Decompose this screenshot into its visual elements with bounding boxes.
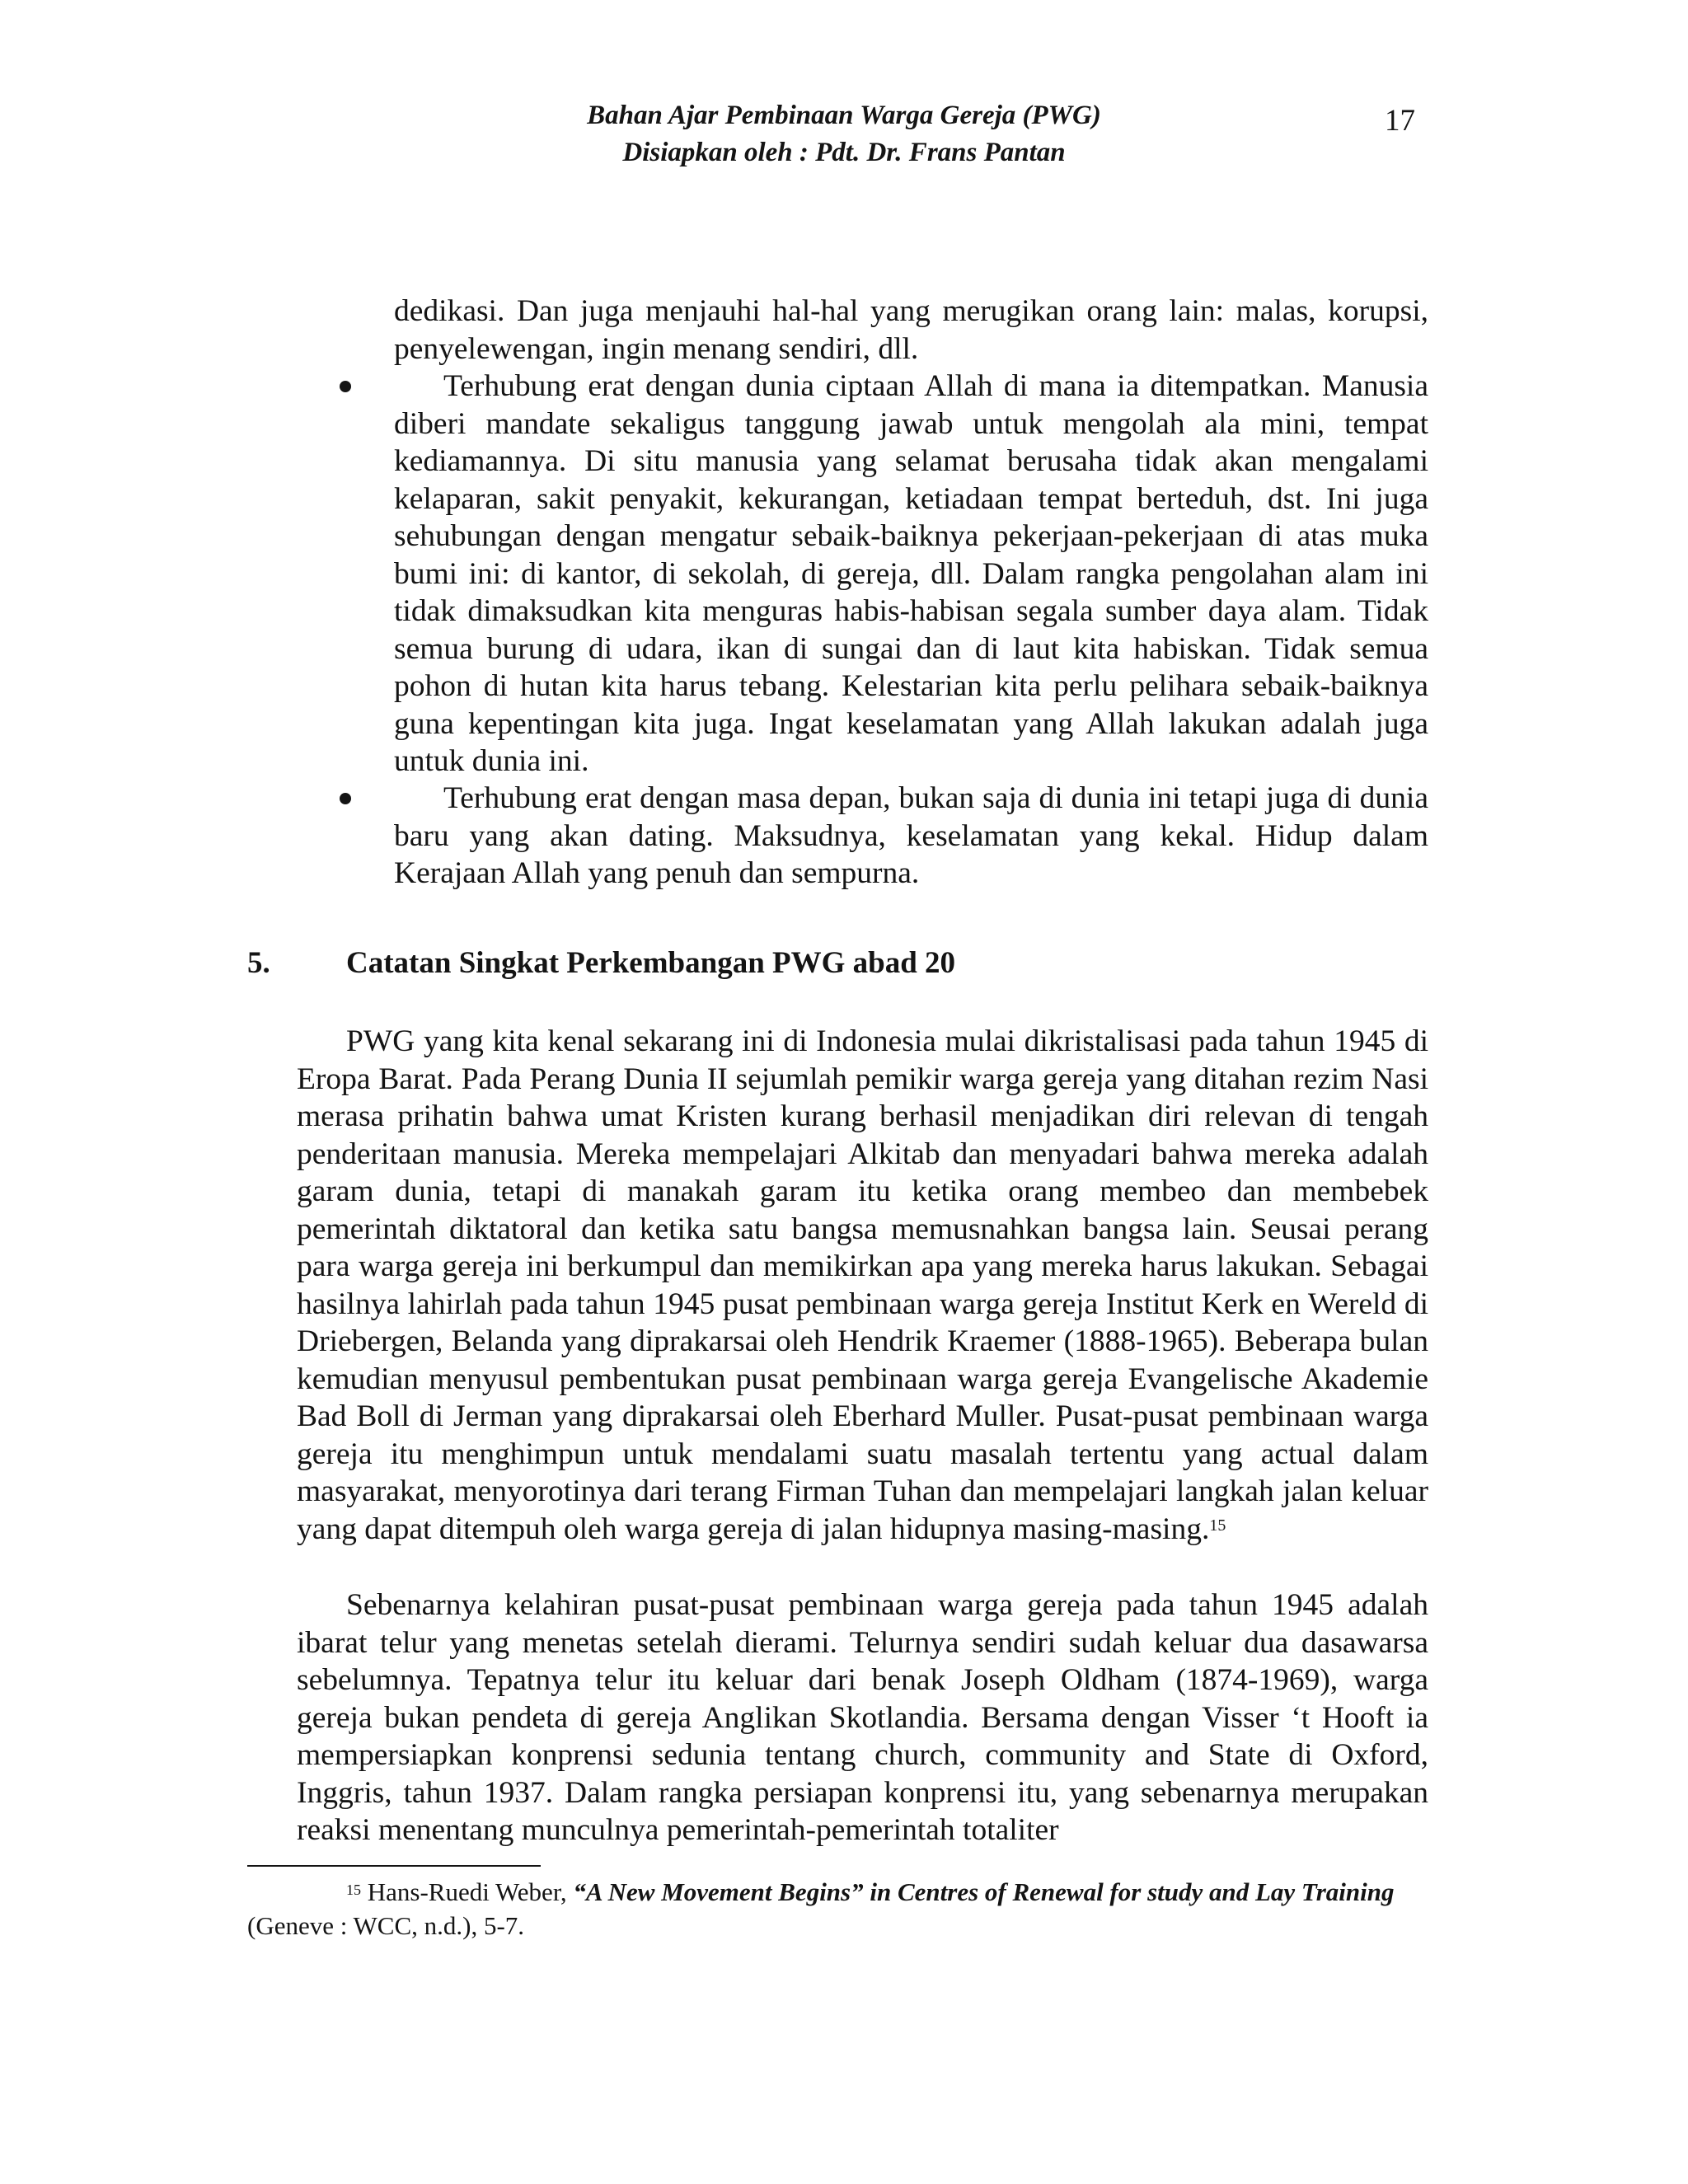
bullet-icon (340, 793, 351, 804)
header-author: Disiapkan oleh : Pdt. Dr. Frans Pantan (622, 138, 1066, 167)
footnote-number: 15 (346, 1882, 361, 1898)
footnote (247, 1875, 1428, 1943)
footnote-publication: (Geneve : WCC, n.d.), 5-7. (247, 1911, 525, 1940)
body-paragraph (297, 1023, 1428, 1548)
continued-paragraph: dedikasi. Dan juga menjauhi hal-hal yang merugikan orang lain: malas, korupsi, penyelewengan, ingin menang sendiri, dll. (394, 294, 1428, 366)
bullet-text: Terhubung erat dengan masa depan, bukan saja di dunia ini tetapi juga di dunia baru yang akan dating. Maksudnya, keselamatan yang kekal. Hidup dalam Kerajaan Allah yang penuh dan sempurna. (394, 781, 1428, 890)
bullet-item (394, 368, 1428, 780)
section-title: Catatan Singkat Perkembangan PWG abad 20 (346, 946, 956, 980)
section-number: 5. (247, 946, 270, 980)
running-header (0, 97, 1688, 171)
footnote-title: “A New Movement Begins” in Centres of Renewal for study and Lay Training (573, 1877, 1395, 1906)
footnote-author: Hans-Ruedi Weber, (367, 1877, 567, 1906)
paragraph-text: PWG yang kita kenal sekarang ini di Indonesia mulai dikristalisasi pada tahun 1945 di Eropa Barat. Pada Perang Dunia II sejumlah pemikir warga gereja yang ditahan rezim Nasi merasa prihatin bahwa umat Kristen kurang berhasil menjadikan diri relevan di tengah penderitaan manusia. Mereka mempelajari Alkitab dan menyadari bahwa mereka adalah garam dunia, tetapi di manakah garam itu ketika orang membeo dan membebek pemerintah diktatoral dan ketika satu bangsa memusnahkan bangsa lain. Seusai perang para warga gereja ini berkumpul dan memikirkan apa yang mereka harus lakukan. Sebagai hasilnya lahirlah pada tahun 1945 pusat pembinaan warga gereja Institut Kerk en Wereld di Driebergen, Belanda yang diprakarsai oleh Hendrik Kraemer (1888-1965). Beberapa bulan kemudian menyusul pembentukan pusat pembinaan warga gereja Evangelische Akademie Bad Boll di Jerman yang diprakarsai oleh Eberhard Muller. Pusat-pusat pembinaan warga gereja itu menghimpun untuk mendalami suatu masalah tertentu yang actual dalam masyarakat, menyorotinya dari terang Firman Tuhan dan mempelajari langkah jalan keluar yang dapat ditempuh oleh warga gereja di jalan hidupnya masing-masing. (297, 1024, 1428, 1546)
body-paragraph (297, 1586, 1428, 1849)
header-title: Bahan Ajar Pembinaan Warga Gereja (PWG) (587, 101, 1101, 130)
footnote-reference[interactable]: 15 (1209, 1516, 1226, 1535)
paragraph-text: Sebenarnya kelahiran pusat-pusat pembinaan warga gereja pada tahun 1945 adalah ibarat telur yang menetas setelah dierami. Telurnya sendiri sudah keluar dua dasawarsa sebelumnya. Tepatnya telur itu keluar dari benak Joseph Oldham (1874-1969), warga gereja bukan pendeta di gereja Anglikan Skotlandia. Bersama dengan Visser ‘t Hooft ia mempersiapkan konprensi sedunia tentang church, community and State di Oxford, Inggris, tahun 1937. Dalam rangka persiapan konprensi itu, yang sebenarnya merupakan reaksi menentang munculnya pemerintah-pemerintah totaliter (297, 1588, 1428, 1847)
page-number: 17 (1385, 104, 1415, 138)
footnote-separator (247, 1865, 541, 1867)
bullet-item (394, 780, 1428, 893)
bullet-text: Terhubung erat dengan dunia ciptaan Allah di mana ia ditempatkan. Manusia diberi mandate sekaligus tanggung jawab untuk mengolah ala mini, tempat kediamannya. Di situ manusia yang selamat berusaha tidak akan mengalami kelaparan, sakit penyakit, kekurangan, ketiadaan tempat berteduh, dst. Ini juga sehubungan dengan mengatur sebaik-baiknya pekerjaan-pekerjaan di atas muka bumi ini: di kantor, di sekolah, di gereja, dll. Dalam rangka pengolahan alam ini tidak dimaksudkan kita menguras habis-habisan segala sumber daya alam. Tidak semua burung di udara, ikan di sungai dan di laut kita habiskan. Tidak semua pohon di hutan kita harus tebang. Kelestarian kita perlu pelihara sebaik-baiknya guna kepentingan kita juga. Ingat keselamatan yang Allah lakukan adalah juga untuk dunia ini. (394, 369, 1428, 778)
bullet-icon (340, 381, 351, 392)
